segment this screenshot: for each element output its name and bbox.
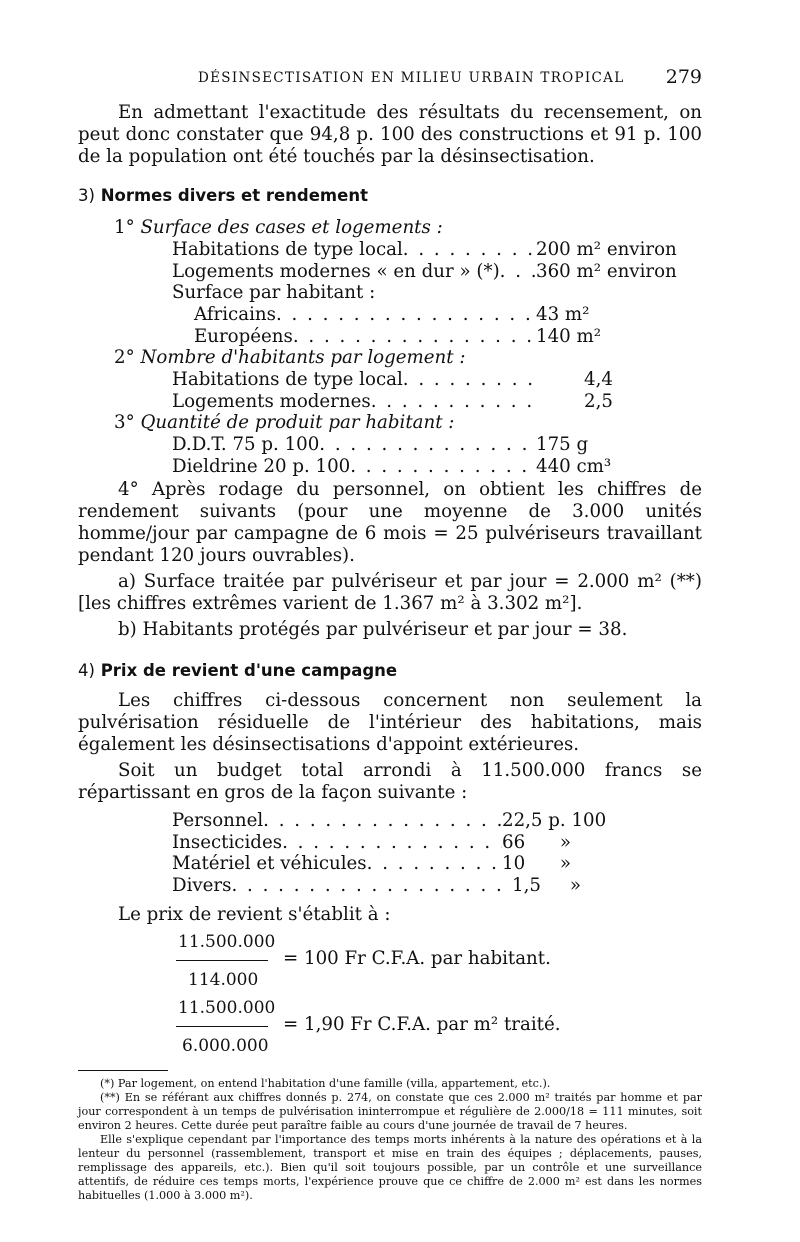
fraction-bar — [176, 1026, 268, 1027]
surface-per-inhabitant-label: Surface par habitant : — [172, 282, 376, 303]
section-4-paragraph-1: Les chiffres ci-dessous concernent non seulement la pulvérisation résiduelle de l'intérieur des habitations, mais également les désinsectisations d'appoint extérieures. — [78, 690, 702, 755]
section-4-number: 4) — [78, 661, 95, 680]
item-4-paragraph: 4° Après rodage du personnel, on obtient les chiffres de rendement suivants (pour une moyenne de 3.000 unités homme/jour par campagne de 6 mois = 25 pulvériseurs travaillant pendant 120 jours ouvrables). — [78, 479, 702, 566]
norm-row: D.D.T. 75 p. 100 . . . 175 g — [172, 434, 702, 456]
item-a-paragraph: a) Surface traitée par pulvériseur et par jour = 2.000 m² (**) [les chiffres extrêmes varient de 1.367 m² à 3.302 m²]. — [78, 571, 702, 614]
footnote-2: (**) En se référant aux chiffres donnés p. 274, on constate que ces 2.000 m² traités par homme et par jour correspondent à un temps de pulvérisation ininterrompue et régulière de 2.000/18 = 111 minutes, soit environ 2 heures. Cette durée peut paraître faible au cours d'une journée de travail de 7 heures. — [78, 1091, 702, 1132]
item-3-number: 3° — [114, 412, 135, 433]
section-3-heading — [78, 186, 702, 205]
item-1-number: 1° — [114, 217, 135, 238]
norm-row: Africains . . . 43 m² — [194, 304, 702, 326]
section-4-title: Prix de revient d'une campagne — [100, 661, 398, 680]
norm-row: Logements modernes « en dur » (*) . . . 360 m² environ — [172, 261, 702, 283]
budget-row: Insecticides . . . 66 » — [172, 832, 608, 854]
fraction-result: = 1,90 Fr C.F.A. par m² traité. — [283, 1014, 561, 1035]
section-3-number: 3) — [78, 186, 95, 205]
norm-row: Habitations de type local . . . 4,4 — [172, 369, 702, 391]
norms-item-1 — [114, 217, 702, 347]
section-3-title: Normes divers et rendement — [100, 186, 368, 205]
budget-breakdown — [172, 810, 608, 896]
cost-per-square-meter — [78, 998, 702, 1060]
norm-row: Logements modernes . . . 2,5 — [172, 391, 702, 413]
cost-intro: Le prix de revient s'établit à : — [118, 904, 391, 925]
item-2-number: 2° — [114, 347, 135, 368]
footnote-2-continued: Elle s'explique cependant par l'importance des temps morts inhérents à la nature des opérations et à la lenteur du personnel (rassemblement, transport et mise en train des équipes ; déplacements, pauses, remplissage des appareils, etc.). Bien qu'il soit toujours possible, par un contrôle et une surveillance attentifs, de réduire ces temps morts, l'expérience prouve que ce chiffre de 2.000 m² est dans les normes habituelles (1.000 à 3.000 m²). — [78, 1133, 702, 1202]
budget-row: Matériel et véhicules . . . 10 » — [172, 853, 608, 875]
section-4-heading — [78, 661, 702, 680]
item-b-paragraph: b) Habitants protégés par pulvériseur et par jour = 38. — [118, 619, 628, 640]
footnote-1: (*) Par logement, on entend l'habitation d'une famille (villa, appartement, etc.). — [100, 1077, 551, 1090]
norm-row: Habitations de type local . . . 200 m² environ — [172, 239, 702, 261]
norms-item-3 — [114, 412, 702, 477]
fraction-denominator: 114.000 — [188, 970, 259, 990]
section-4-paragraph-2: Soit un budget total arrondi à 11.500.000 francs se répartissant en gros de la façon suivante : — [78, 760, 702, 803]
cost-per-inhabitant — [78, 932, 702, 994]
norm-row: Dieldrine 20 p. 100 . . . 440 cm³ — [172, 456, 702, 478]
intro-paragraph: En admettant l'exactitude des résultats du recensement, on peut donc constater que 94,8 p. 100 des constructions et 91 p. 100 de la population ont été touchés par la désinsectisation. — [78, 102, 702, 167]
page-number: 279 — [665, 66, 702, 88]
page — [78, 66, 702, 1203]
footnote-rule — [78, 1070, 168, 1071]
fraction-numerator: 11.500.000 — [178, 932, 276, 952]
fraction-denominator: 6.000.000 — [182, 1036, 269, 1056]
fraction-bar — [176, 960, 268, 961]
fraction-numerator: 11.500.000 — [178, 998, 276, 1018]
budget-row: Divers . . . 1,5 » — [172, 875, 608, 897]
budget-row: Personnel . . . 22,5 p. 100 — [172, 810, 608, 832]
item-2-title: Nombre d'habitants par logement : — [140, 347, 466, 368]
fraction-result: = 100 Fr C.F.A. par habitant. — [283, 948, 551, 969]
item-3-title: Quantité de produit par habitant : — [140, 412, 455, 433]
header-title: DÉSINSECTISATION EN MILIEU URBAIN TROPICAL — [198, 70, 625, 86]
item-1-title: Surface des cases et logements : — [140, 217, 443, 238]
running-header — [78, 66, 702, 96]
norm-row: Européens . . . 140 m² — [194, 326, 702, 348]
norms-item-2 — [114, 347, 702, 412]
